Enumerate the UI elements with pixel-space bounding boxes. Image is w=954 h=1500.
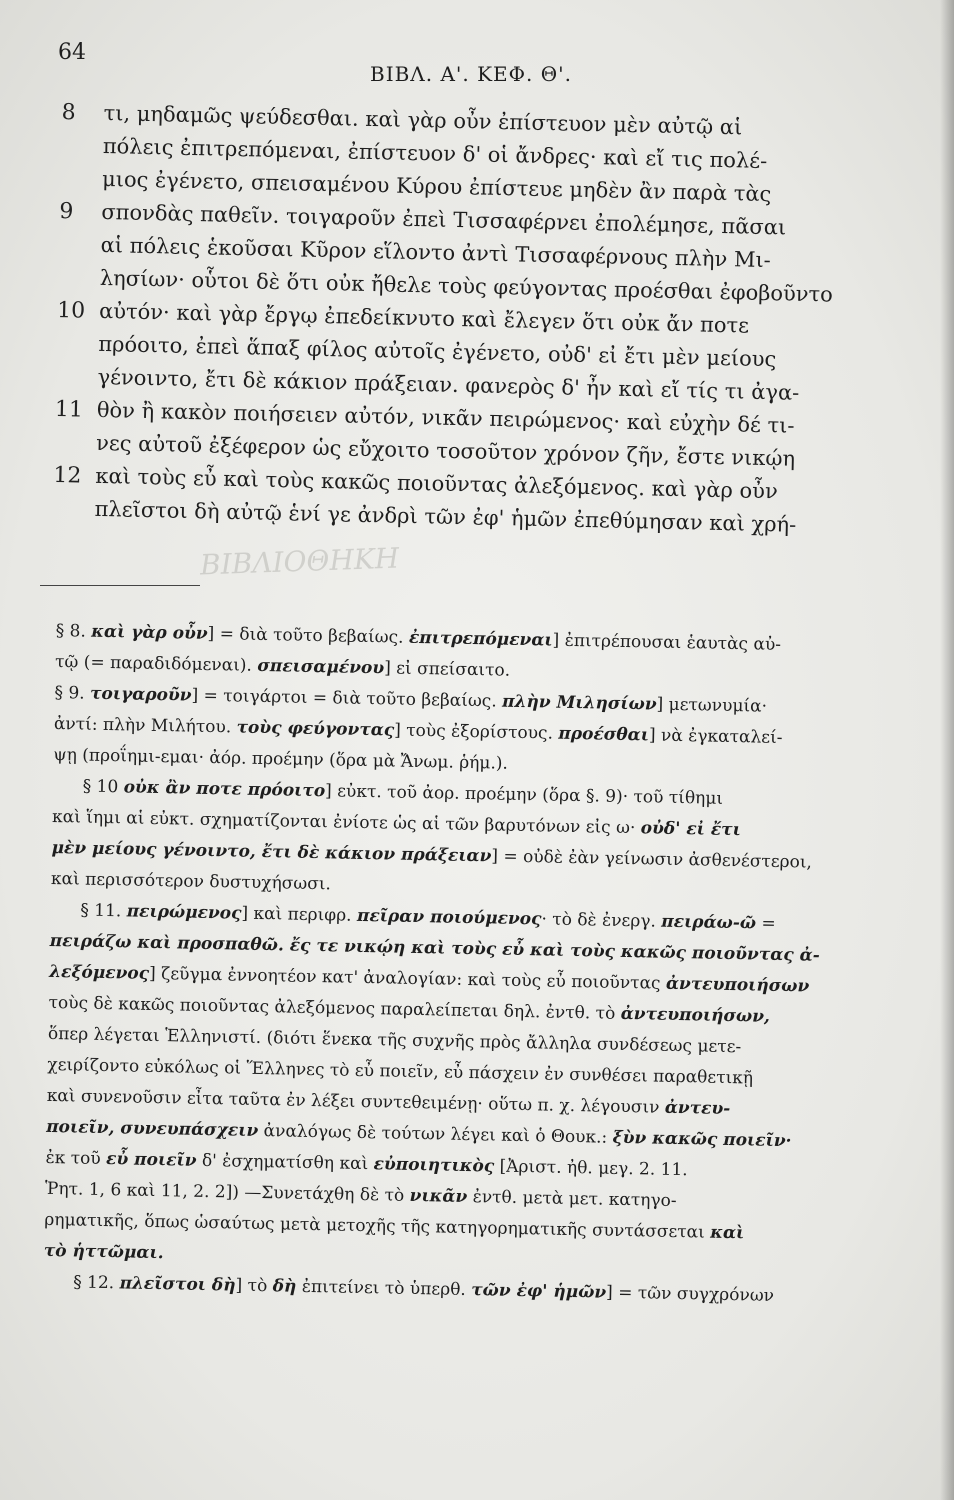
section-number: 12 bbox=[53, 462, 82, 489]
note-text: ] τοὺς ἐξορίστους. bbox=[393, 720, 559, 744]
lemma: ἐπιτρεπόμεναι bbox=[408, 627, 553, 651]
line-text: πλεῖστοι δὴ αὐτῷ ἑνί γε ἀνδρὶ τῶν ἐφ' ἡμῶν ἐπεθύμησαν καὶ χρή- bbox=[94, 496, 797, 537]
note-text: ] τὸ bbox=[235, 1275, 273, 1297]
lemma: ξὺν κακῶς ποιεῖν· bbox=[612, 1127, 792, 1152]
section-number bbox=[57, 327, 91, 328]
lemma: λεξόμενος bbox=[48, 961, 150, 984]
note-text: καὶ ἵημι αἱ εὐκτ. σχηματίζονται ἐνίοτε ὡς αἱ τῶν βαρυτόνων εἰς ω· bbox=[51, 806, 641, 839]
note-text: ] εὐκτ. τοῦ ἀορ. προέμην (ὅρα §. 9)· τοῦ τίθημι bbox=[324, 781, 724, 809]
section-number: 9 bbox=[59, 198, 74, 225]
note-text: = bbox=[755, 913, 776, 934]
note-text: τῷ (= παραδιδόμεναι). bbox=[54, 651, 258, 676]
note-text: ] καὶ περιφρ. bbox=[241, 903, 358, 926]
note-text: ] μετωνυμία· bbox=[656, 694, 768, 717]
note-text: ] = τοιγάρτοι = διὰ τοῦτο βεβαίως. bbox=[191, 685, 503, 712]
lemma: πλεῖστοι δὴ bbox=[119, 1273, 236, 1296]
line-text: σπονδὰς παθεῖν. τοιγαροῦν ἐπεὶ Τισσαφέρνει ἐπολέμησε, πᾶσαι bbox=[101, 199, 787, 240]
section-number: 8 bbox=[61, 99, 76, 126]
lemma: νικᾶν bbox=[409, 1185, 468, 1208]
line-text: αἱ πόλεις ἑκοῦσαι Κῦρον εἵλοντο ἀντὶ Τισσαφέρνους πλὴν Μι- bbox=[100, 232, 772, 273]
lemma: ἀντευ- bbox=[664, 1097, 731, 1120]
lemma: πειράζω καὶ προσπαθῶ. ἔς τε νικῴη καὶ τοὺς εὖ καὶ τοὺς κακῶς ποιοῦντας ἀ- bbox=[49, 930, 820, 966]
line-text: καὶ τοὺς εὖ καὶ τοὺς κακῶς ποιοῦντας ἀλεξόμενος. καὶ γὰρ οὖν bbox=[95, 463, 779, 504]
lemma: τῶν ἐφ' ἡμῶν bbox=[471, 1280, 607, 1303]
line-text: γένοιντο, ἔτι δὲ κάκιον πράξειαν. φανερὸς δ' ἦν καὶ εἴ τίς τι ἀγα- bbox=[97, 364, 800, 405]
lemma: μὲν μείους γένοιντο, ἔτι δὲ κάκιον πράξειαν bbox=[51, 837, 492, 867]
lemma: δὴ bbox=[272, 1276, 297, 1297]
lemma: καὶ bbox=[709, 1222, 745, 1244]
lemma: σπεισαμένου bbox=[257, 655, 385, 679]
note-text: § 10 bbox=[82, 776, 124, 798]
lemma: εὖ ποιεῖν bbox=[105, 1149, 197, 1171]
page-edge-shadow bbox=[940, 0, 954, 1500]
line-text: τι, μηδαμῶς ψεύδεσθαι. καὶ γὰρ οὖν ἐπίστευον μὲν αὐτῷ αἱ bbox=[103, 100, 743, 140]
section-number bbox=[56, 360, 90, 361]
lemma: προέσθαι bbox=[558, 723, 650, 746]
note-text: τοὺς δὲ κακῶς ποιοῦντας ἀλεξόμενος παραλείπεται δηλ. ἐντθ. τὸ bbox=[48, 992, 621, 1024]
lemma: πειρώμενος bbox=[126, 901, 242, 924]
note-text: δ' ἐσχηματίσθη καὶ bbox=[196, 1150, 374, 1175]
lemma: τοιγαροῦν bbox=[89, 683, 192, 706]
lemma: οὐδ' εἰ ἔτι bbox=[640, 818, 741, 841]
line-text: πρόοιτο, ἐπεὶ ἅπαξ φίλος αὐτοῖς ἐγένετο, οὐδ' εἰ ἔτι μὲν μείους bbox=[98, 331, 777, 372]
note-text: χειρίζοντο εὐκόλως οἱ Ἕλληνες τὸ εὖ ποιεῖν, εὖ πάσχειν ἐν συνθέσει παραθετικῇ bbox=[47, 1054, 754, 1089]
note-text: ] εἰ σπείσαιτο. bbox=[383, 658, 511, 681]
lemma: ἀντευποιήσων bbox=[665, 973, 810, 997]
note-text: § 11. bbox=[80, 900, 127, 922]
note-text: ἐπιτείνει τὸ ὑπερθ. bbox=[296, 1276, 472, 1301]
lemma: καὶ γὰρ οὖν bbox=[91, 621, 208, 644]
section-number bbox=[58, 261, 92, 262]
note-text: · τὸ δὲ ἐνεργ. bbox=[541, 909, 662, 932]
section-number bbox=[61, 129, 95, 130]
lemma: τοὺς φεύγοντας bbox=[236, 717, 395, 741]
footnote-divider bbox=[40, 585, 200, 586]
note-text: καὶ συνενοῦσιν εἶτα ταῦτα ἐν λέξει συντεθειμένῃ· οὕτω π. χ. λέγουσιν bbox=[46, 1085, 666, 1118]
lemma: ἀντευποιήσων, bbox=[620, 1003, 771, 1027]
note-text: ] ἐπιτρέπουσαι ἑαυτὰς αὐ- bbox=[552, 630, 782, 655]
section-number bbox=[55, 426, 89, 427]
lemma: εὐποιητικὸς bbox=[373, 1154, 495, 1177]
section-number: 11 bbox=[54, 396, 84, 423]
section-number bbox=[59, 228, 93, 229]
note-text: ] = οὐδὲ ἐὰν γείνωσιν ἀσθενέστεροι, bbox=[491, 846, 813, 873]
lemma: πλὴν Μιλησίων bbox=[501, 691, 657, 715]
line-text: νες αὐτοῦ ἐξέφερον ὡς εὔχοιτο τοσοῦτον χρόνον ζῆν, ἔστε νικῴη bbox=[95, 430, 796, 471]
note-text: ἐκ τοῦ bbox=[45, 1147, 107, 1170]
note-text: ] = τῶν συγχρόνων bbox=[605, 1282, 775, 1306]
lemma: ποιεῖν, συνευπάσχειν bbox=[45, 1116, 259, 1141]
main-text-block bbox=[52, 96, 862, 543]
note-text: ἐντθ. μετὰ μετ. κατηγο- bbox=[467, 1187, 677, 1212]
note-text: καὶ περισσότερον δυστυχήσωσι. bbox=[50, 868, 332, 895]
page-number: 64 bbox=[58, 40, 86, 65]
note-text: ρηματικῆς, ὅπως ὡσαύτως μετὰ μετοχῆς τῆς κατηγορηματικῆς συντάσσεται bbox=[44, 1209, 711, 1243]
lemma: πειράω-ῶ bbox=[661, 911, 757, 934]
lemma: οὐκ ἂν ποτε πρόοιτο bbox=[123, 777, 326, 802]
line-text: θὸν ἢ κακὸν ποιήσειεν αὐτόν, νικᾶν πειρώμενος· καὶ εὐχὴν δέ τι- bbox=[96, 397, 795, 438]
lemma: πεῖραν ποιούμενος bbox=[356, 905, 542, 930]
section-number bbox=[61, 162, 95, 163]
note-text: ὅπερ λέγεται Ἑλληνιστί. (διότι ἕνεκα τῆς συχνῆς πρὸς ἄλληλα συνδέσεως μετε- bbox=[47, 1023, 742, 1058]
note-text: [Ἀριστ. ἠθ. μεγ. 2. 11. bbox=[494, 1156, 688, 1181]
note-text: ] = διὰ τοῦτο βεβαίως. bbox=[207, 623, 410, 648]
note-text: ψῃ (προΐημι-εμαι· ἀόρ. προέμην (ὅρα μὰ Ἄνωμ. ῥήμ.). bbox=[53, 744, 509, 774]
note-text: ] ζεῦγμα ἐννοητέον κατ' ἀναλογίαν: καὶ τοὺς εὖ ποιοῦντας bbox=[148, 963, 667, 994]
line-text: λησίων· οὗτοι δὲ ὅτι οὐκ ἤθελε τοὺς φεύγοντας προέσθαι ἐφοβοῦντο bbox=[99, 265, 834, 307]
library-stamp: ΒΙΒΛΙΟΘΗΚΗ bbox=[199, 541, 400, 582]
note-text: § 9. bbox=[54, 682, 91, 704]
section-number bbox=[53, 492, 87, 493]
note-text: § 12. bbox=[73, 1272, 120, 1294]
running-head: ΒΙΒΛ. Α'. ΚΕΦ. Θ'. bbox=[370, 62, 573, 86]
note-text: ἀντί: πλὴν Μιλήτου. bbox=[53, 713, 237, 738]
note-text: ἀναλόγως δὲ τούτων λέγει καὶ ὁ Θουκ.: bbox=[258, 1120, 613, 1148]
line-text: αὐτόν· καὶ γὰρ ἔργῳ ἐπεδείκνυτο καὶ ἔλεγεν ὅτι οὐκ ἄν ποτε bbox=[98, 298, 750, 338]
commentary-notes bbox=[43, 616, 856, 1313]
note-text: § 8. bbox=[55, 620, 92, 642]
line-text: μιος ἐγένετο, σπεισαμένου Κύρου ἐπίστευε μηδὲν ἂν παρὰ τὰς bbox=[101, 166, 772, 207]
lemma: τὸ ἡττῶμαι. bbox=[43, 1240, 164, 1264]
section-number: 10 bbox=[56, 297, 86, 324]
line-text: πόλεις ἐπιτρεπόμεναι, ἐπίστευον δ' οἱ ἄνδρες· καὶ εἴ τις πολέ- bbox=[102, 133, 768, 174]
note-text: Ῥητ. 1, 6 καὶ 11, 2. 2]) —Συνετάχθη δὲ τὸ bbox=[44, 1178, 410, 1206]
note-text: ] νὰ ἐγκαταλεί- bbox=[648, 725, 783, 748]
